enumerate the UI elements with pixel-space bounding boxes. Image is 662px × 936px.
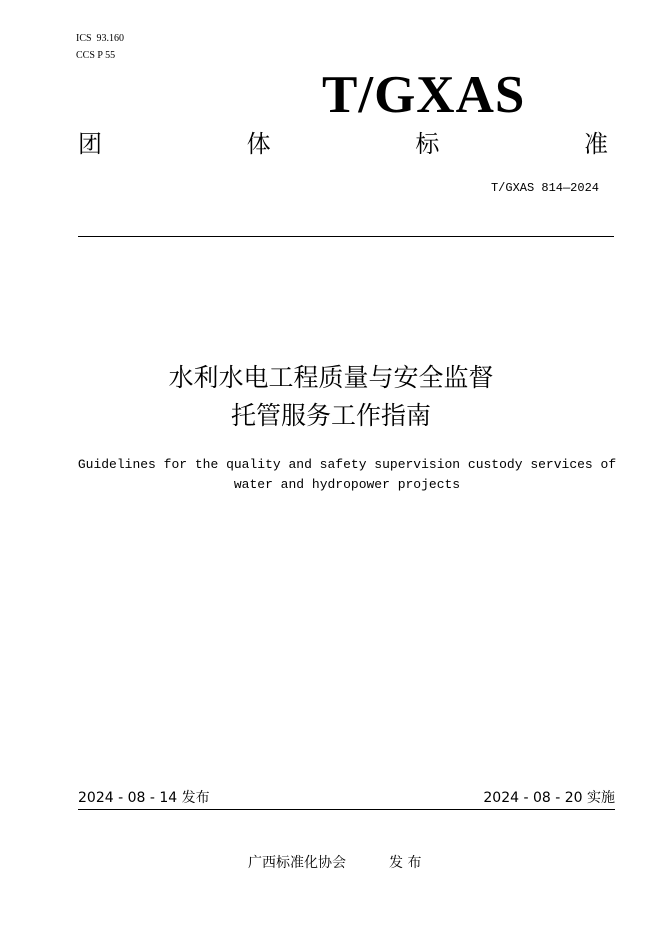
header-divider <box>78 236 614 237</box>
document-number: T/GXAS 814—2024 <box>490 181 599 195</box>
standard-type-label <box>78 128 608 160</box>
english-title-line-2: water and hydropower projects <box>233 477 461 492</box>
english-title-line-1: Guidelines for the quality and safety supervision custody services of <box>77 457 617 472</box>
chinese-title-line-1: 水利水电工程质量与安全监督 <box>168 363 494 392</box>
standard-type-char: 标 <box>415 130 440 158</box>
effective-date: 2024 - 08 - 20 实施 <box>483 790 615 806</box>
ics-code: ICS 93.160 <box>76 33 125 44</box>
standard-type-char: 准 <box>583 130 608 158</box>
issue-date: 2024 - 08 - 14 发布 <box>78 790 210 806</box>
standard-brand: T/GXAS <box>322 66 526 124</box>
standard-type-char: 团 <box>78 130 102 158</box>
chinese-title-line-2: 托管服务工作指南 <box>230 401 431 430</box>
standard-type-char: 体 <box>246 130 271 158</box>
publisher-name: 广西标准化协会 <box>248 855 346 871</box>
publish-label: 发 布 <box>389 855 422 871</box>
footer-divider <box>78 809 615 810</box>
ccs-code: CCS P 55 <box>76 50 116 61</box>
